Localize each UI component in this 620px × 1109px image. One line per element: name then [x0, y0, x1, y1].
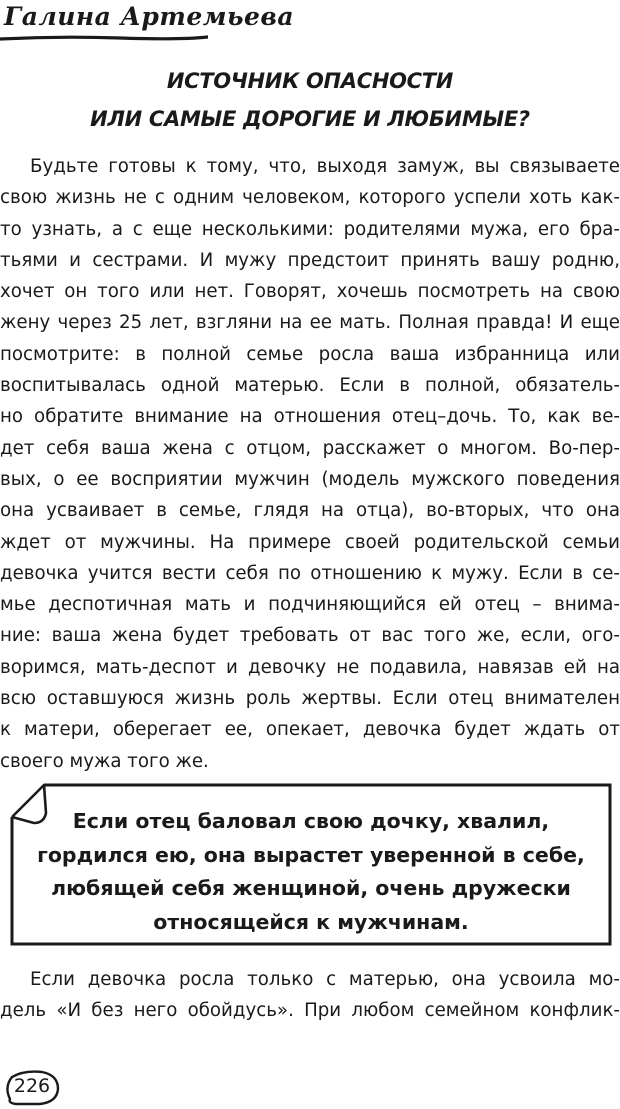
chapter-title-line: ИСТОЧНИК ОПАСНОСТИ: [166, 69, 454, 93]
text-line: воримся, мать-деспот и девочку не подавила, навязав ей на: [0, 656, 620, 678]
text-line: всю оставшуюся жизнь роль жертвы. Если отец внимателен: [0, 688, 620, 710]
text-line: тьями и сестрами. И мужу предстоит принять вашу родню,: [0, 249, 620, 271]
callout-line: Если отец баловал свою дочку, хвалил,: [72, 809, 550, 833]
text-line: девочка учится вести себя по отношению к мужу. Если в се-: [0, 562, 620, 584]
running-head-rule: [0, 33, 208, 43]
text-line: то узнать, а с еще несколькими: родителями мужа, его бра-: [0, 218, 620, 240]
text-line: воспитывалась одной матерью. Если в полной, обязатель-: [0, 375, 620, 397]
text-line: она усваивает в семье, глядя на отца), во-вторых, что она: [0, 500, 620, 522]
text-line: Будьте готовы к тому, что, выходя замуж, вы связываете: [30, 156, 620, 177]
chapter-title-line: ИЛИ САМЫЕ ДОРОГИЕ И ЛЮБИМЫЕ?: [90, 107, 530, 131]
paragraph-2: [0, 964, 620, 1027]
text-line: дель «И без него обойдусь». При любом семейном конфлик-: [0, 1000, 620, 1022]
callout-box: [10, 783, 612, 946]
text-line: ние: ваша жена будет требовать от вас того же, если, ого-: [0, 625, 620, 647]
page-number: [2, 1069, 62, 1107]
text-line: мье деспотичная мать и подчиняющийся ей отец – внима-: [0, 594, 620, 616]
chapter-title: [0, 62, 620, 138]
text-line: жену через 25 лет, взгляни на ее мать. Полная правда! И еще: [0, 312, 620, 334]
callout-text: [10, 805, 612, 939]
text-line: вых, о ее восприятии мужчин (модель мужского поведения: [0, 468, 620, 490]
running-head: Галина Артемьева: [4, 2, 295, 31]
text-line: но обратите внимание на отношения отец–дочь. То, как ве-: [0, 406, 620, 428]
page-number-text: 226: [13, 1075, 51, 1097]
text-line: ждет от мужчины. На примере своей родительской семьи: [0, 531, 620, 553]
text-line: свою жизнь не с одним человеком, которого успели хоть как-: [0, 187, 620, 209]
text-line: своего мужа того же.: [0, 750, 209, 772]
callout-line: относящейся к мужчинам.: [153, 909, 469, 934]
text-line: посмотрите: в полной семье росла ваша избранница или: [0, 343, 620, 365]
text-line: хочет он того или нет. Говорят, хочешь посмотреть на свою: [0, 281, 620, 303]
text-line: Если девочка росла только с матерью, она усвоила мо-: [30, 969, 620, 990]
text-line: дет себя ваша жена с отцом, расскажет о многом. Во-пер-: [0, 437, 620, 459]
callout-line: любящей себя женщиной, очень дружески: [51, 876, 571, 900]
callout-line: гордился ею, она вырастет уверенной в себе,: [37, 842, 585, 867]
paragraph-1: [0, 151, 620, 777]
text-line: к матери, оберегает ее, опекает, девочка будет ждать от: [0, 719, 620, 741]
